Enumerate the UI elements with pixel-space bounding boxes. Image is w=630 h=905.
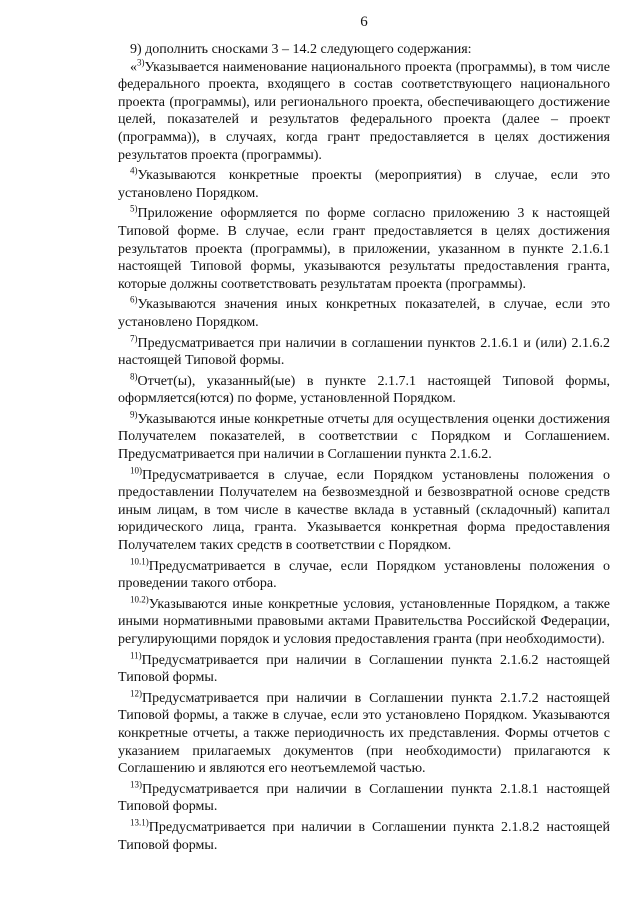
footnote-marker: 3) [137,56,145,67]
footnote-paragraph [118,596,610,649]
footnote-marker: 13) [130,779,142,790]
footnote-text: Приложение оформляется по форме согласно приложению 3 к настоящей Типовой форме. В случае, если грант предоставляется в целях достижения результатов проекта (программы), в приложении, указанном в пункте 2.1.6.1 настоящей Типовой формы, указываются результаты предоставления гранта, которые должны соответствовать результатам проекта (программы). [118,206,610,292]
footnote-text: Предусматривается при наличии в Соглашении пункта 2.1.8.1 настоящей Типовой формы. [118,781,610,815]
footnote-marker: 10.2) [130,594,149,605]
footnote-paragraph [118,690,610,778]
footnote-paragraph [118,649,610,687]
footnote-list [118,56,610,855]
footnote-paragraph [118,467,610,555]
footnote-paragraph [118,56,610,165]
opening-quote: « [130,59,137,75]
footnote-marker: 4) [130,165,138,176]
footnote-marker: 8) [130,371,138,382]
footnote-marker: 9) [130,409,138,420]
footnote-text: Указываются иные конкретные отчеты для осуществления оценки достижения Получателем показателей, в соответствии с Порядком и Соглашением. Предусматривается при наличии в Соглашении пункта 2.1.6.2. [118,411,610,463]
footnote-marker: 10) [130,465,142,475]
footnote-paragraph [118,205,610,293]
footnote-marker: 7) [130,332,138,343]
footnote-paragraph [118,555,610,593]
page-number: 6 [360,14,368,30]
footnote-text: Предусматривается в случае, если Порядком установлены положения о предоставлении Получателем на безвозмездной и безвозвратной основе средств иным лицам, в том числе в качестве вклада в уставный (складочный) капитал юридического лица, гранта. Указывается конкретная форма предоставления Получателем таких средств в соответствии с Порядком. [118,467,610,554]
footnote-text: Указывается наименование национального проекта (программы), в том числе федерального проекта, входящего в состав соответствующего национального проекта (программы), или регионального проекта, обеспечивающего достижение целей, показателей и результатов федерального проекта (далее – проект (программа)), в случаях, когда грант предоставляется в целях достижения результатов проекта (программы). [118,59,610,163]
amendment-intro: 9) дополнить сносками 3 – 14.2 следующего содержания: [130,42,472,57]
footnote-paragraph [118,167,610,202]
footnote-paragraph [118,332,610,370]
footnote-marker: 12) [130,688,142,699]
footnote-text: Предусматривается в случае, если Порядком установлены положения о проведении такого отбора. [118,558,610,592]
footnote-marker: 10.1) [130,555,149,566]
footnote-text: Предусматривается при наличии в соглашении пунктов 2.1.6.1 и (или) 2.1.6.2 настоящей Типовой формы. [118,335,610,369]
footnote-text: Указываются иные конкретные условия, установленные Порядком, а также иными нормативными правовыми актами Правительства Российской Федерации, регулирующими порядок и условия предоставления гранта (при необходимости). [118,596,610,647]
footnote-text: Указываются значения иных конкретных показателей, в случае, если это установлено Порядком. [118,297,610,330]
footnote-marker: 11) [130,649,142,660]
footnote-marker: 13.1) [130,817,149,828]
footnote-paragraph [118,296,610,331]
footnote-text: Предусматривается при наличии в Соглашении пункта 2.1.8.2 настоящей Типовой формы. [118,819,610,853]
footnote-text: Указываются конкретные проекты (мероприятия) в случае, если это установлено Порядком. [118,168,610,201]
footnote-paragraph [118,819,610,854]
footnote-text: Предусматривается при наличии в Соглашении пункта 2.1.6.2 настоящей Типовой формы. [118,652,610,686]
footnote-paragraph [118,373,610,408]
footnote-text: Отчет(ы), указанный(ые) в пункте 2.1.7.1 настоящей Типовой формы, оформляется(ются) по форме, установленной Порядком. [118,373,610,407]
footnote-paragraph [118,781,610,816]
footnote-paragraph [118,411,610,464]
footnote-text: Предусматривается при наличии в Соглашении пункта 2.1.7.2 настоящей Типовой формы, а также в случае, если это установлено Порядком. Указываются конкретные отчеты, а также периодичность их представления. Формы отчетов с указанием прилагаемых документов (при необходимости) прилагаются к Соглашению и являются его неотъемлемой частью. [118,690,610,777]
footnote-marker: 6) [130,294,138,305]
footnote-marker: 5) [130,203,138,214]
